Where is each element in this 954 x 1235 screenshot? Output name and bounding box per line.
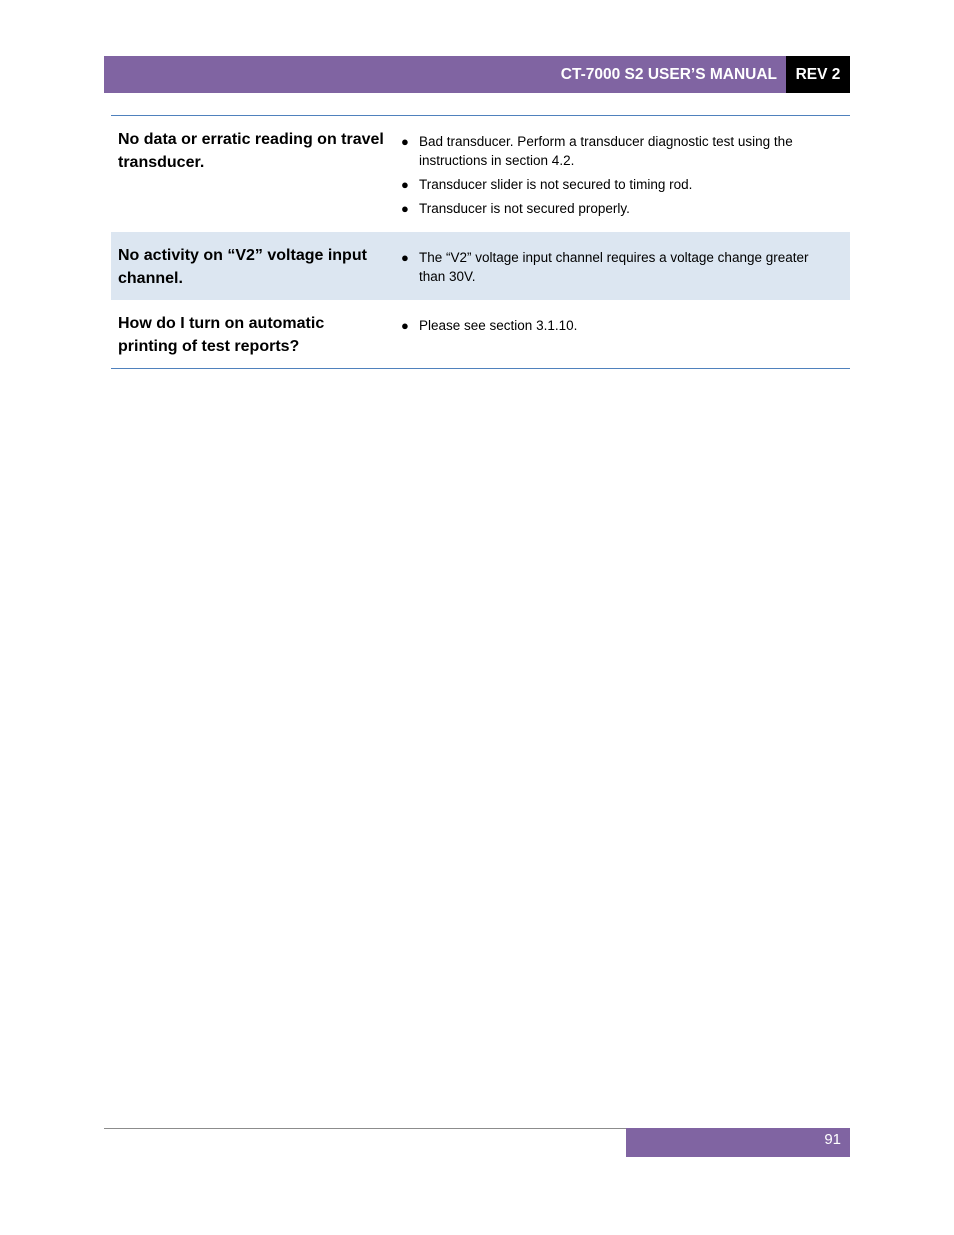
answer-text: Transducer slider is not secured to timing rod.: [419, 177, 693, 192]
answer-text: Bad transducer. Perform a transducer diagnostic test using the instructions in section 4.2.: [419, 134, 793, 168]
revision-badge: REV 2: [786, 56, 850, 93]
answer-cell: [385, 116, 850, 232]
list-item: [399, 199, 830, 218]
list-item: [399, 316, 830, 335]
list-item: [399, 132, 830, 170]
question-cell: How do I turn on automatic printing of test reports?: [118, 315, 325, 355]
footer-bar: [626, 1128, 850, 1157]
bullet-icon: ●: [401, 177, 409, 192]
troubleshooting-table: [111, 115, 850, 369]
bullet-icon: ●: [401, 318, 409, 333]
answer-cell: [385, 232, 850, 300]
answer-list: [399, 132, 830, 218]
table-row: [111, 300, 850, 368]
answer-text: Please see section 3.1.10.: [419, 318, 578, 333]
answer-text: The “V2” voltage input channel requires a voltage change greater than 30V.: [419, 250, 809, 284]
manual-title: CT-7000 S2 USER’S MANUAL: [560, 66, 777, 83]
page-number: 91: [824, 1131, 841, 1148]
answer-cell: [385, 300, 850, 368]
header-bar: [104, 56, 786, 93]
table-row: [111, 116, 850, 232]
bullet-icon: ●: [401, 201, 409, 216]
question-cell: No activity on “V2” voltage input channel.: [118, 247, 367, 287]
bullet-icon: ●: [401, 134, 409, 149]
bullet-icon: ●: [401, 250, 409, 265]
list-item: [399, 248, 830, 286]
question-cell: No data or erratic reading on travel transducer.: [118, 131, 384, 171]
answer-list: [399, 316, 830, 335]
table-row: [111, 232, 850, 300]
answer-list: [399, 248, 830, 286]
list-item: [399, 175, 830, 194]
answer-text: Transducer is not secured properly.: [419, 201, 630, 216]
